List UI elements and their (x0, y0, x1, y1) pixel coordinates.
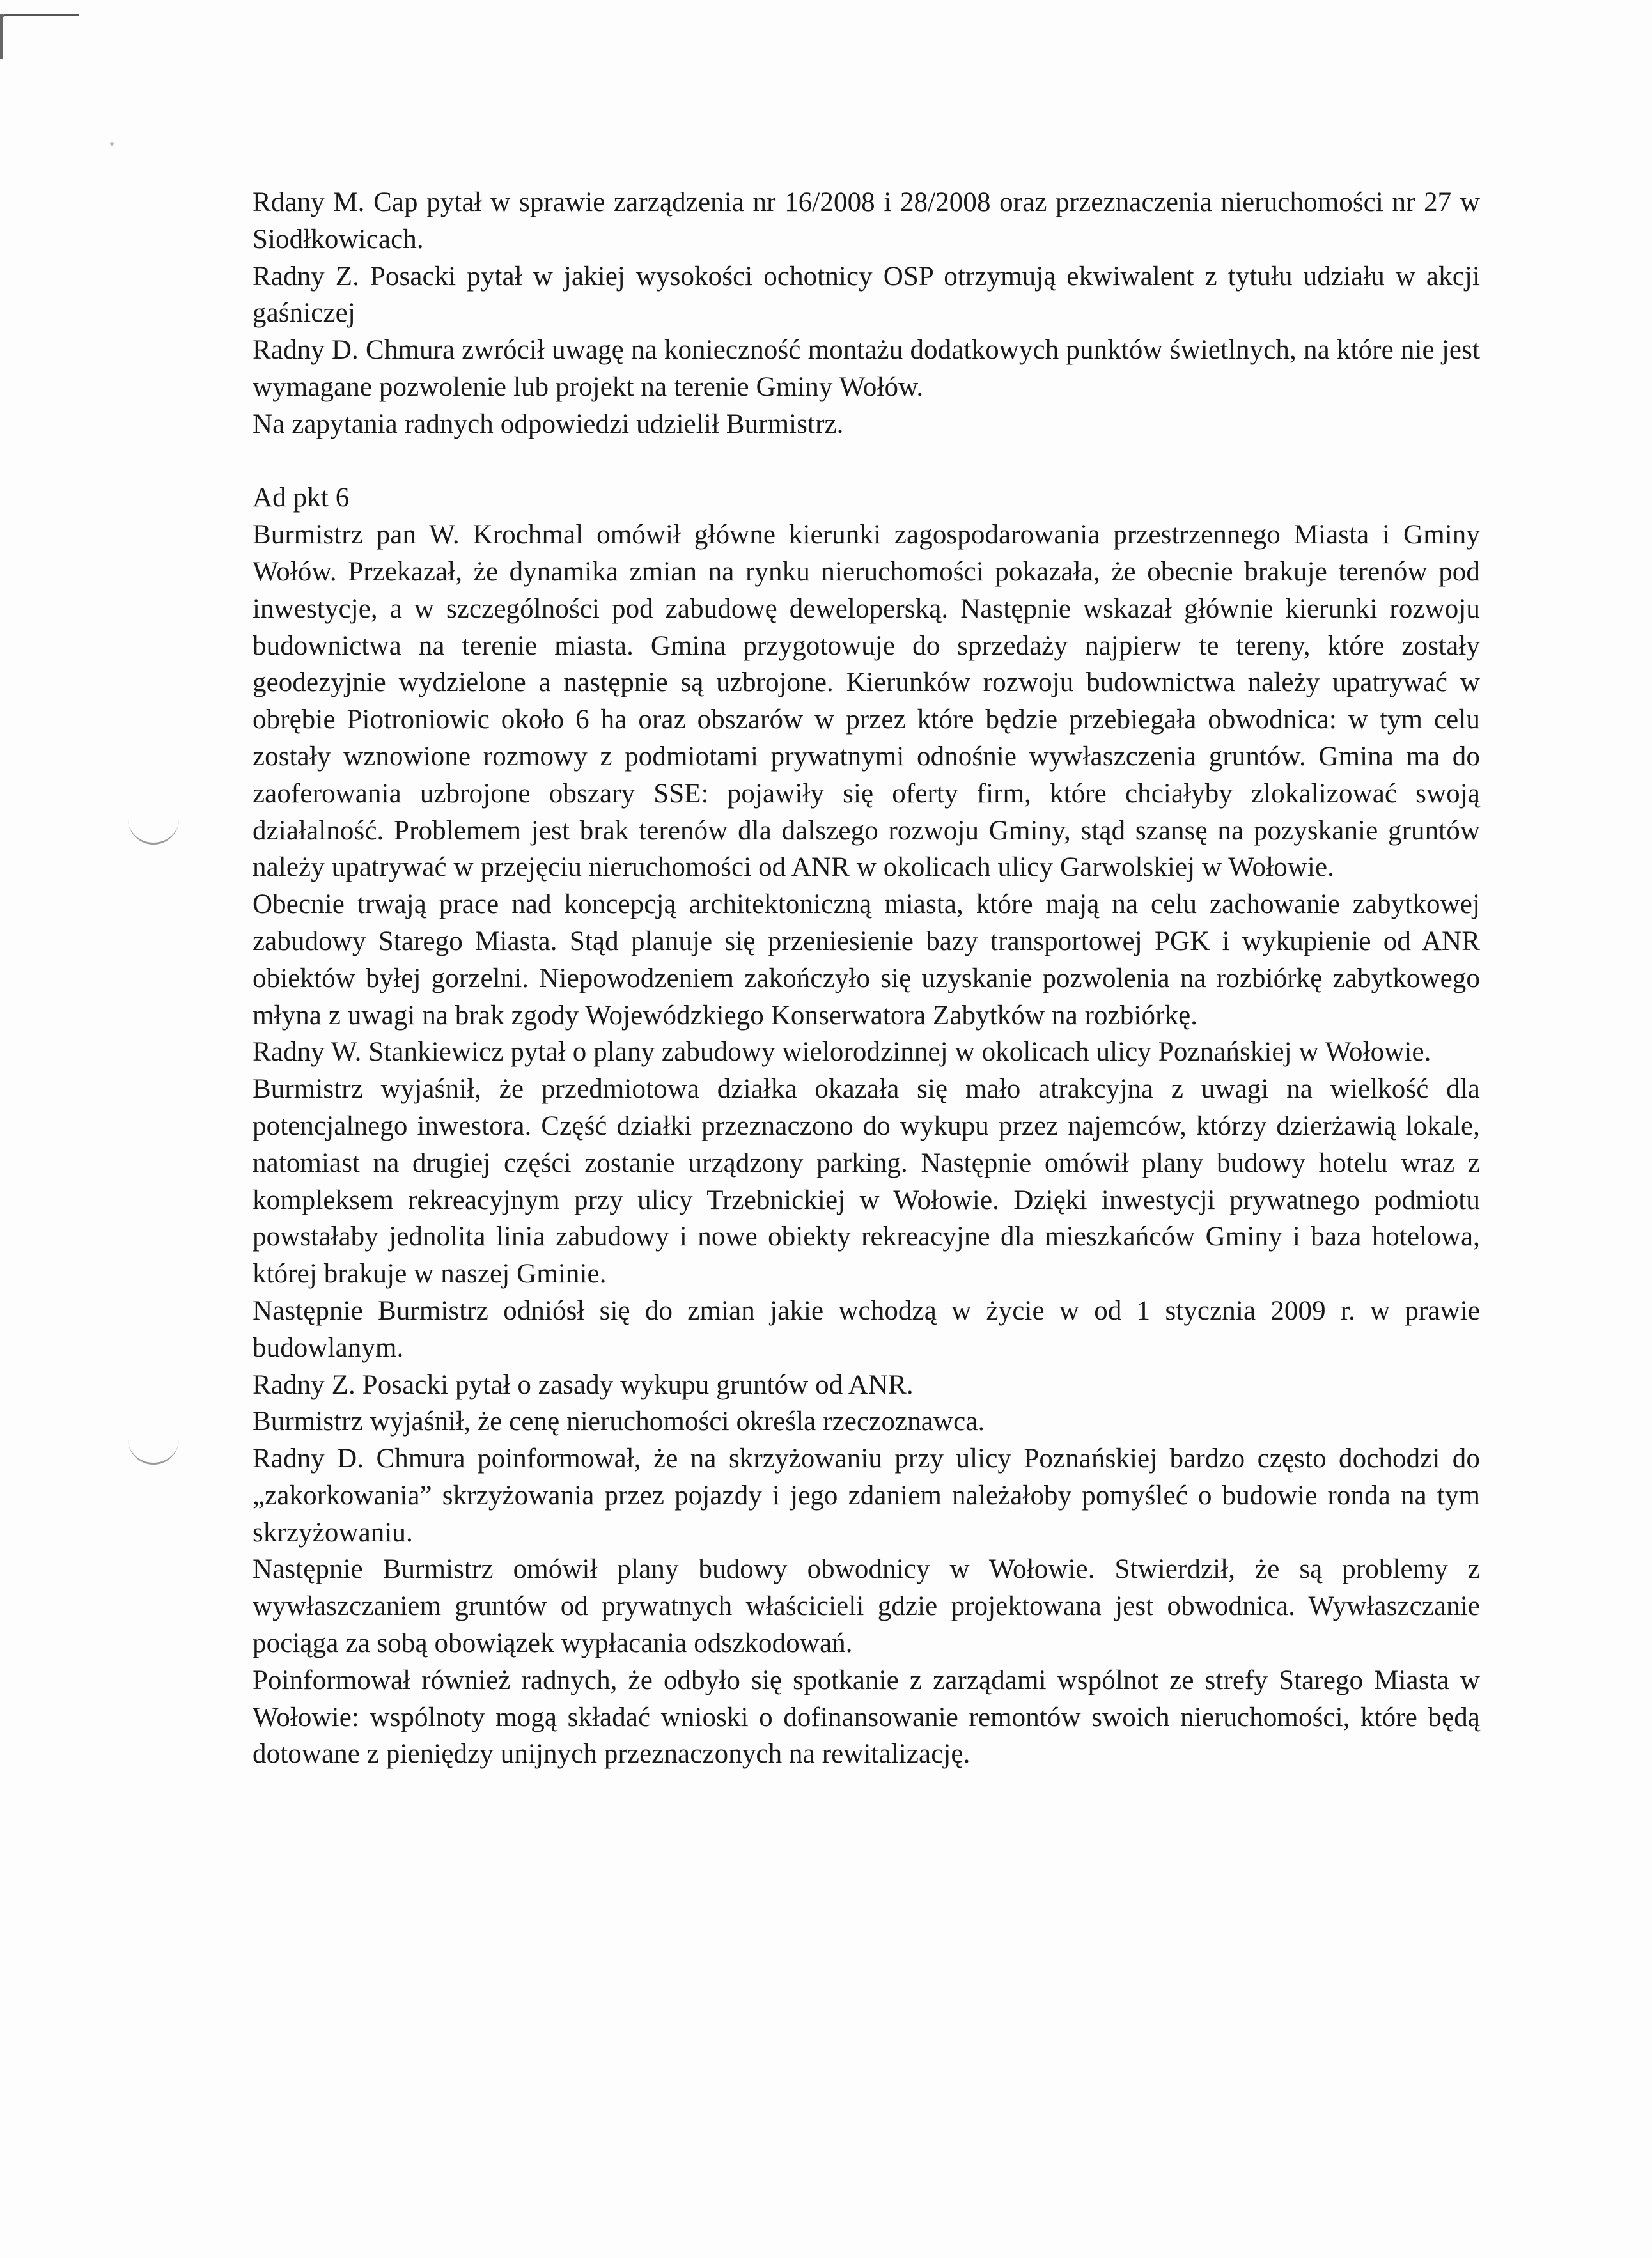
punch-hole-mark (128, 1431, 179, 1465)
document-body (253, 184, 1480, 1773)
scan-edge-mark-vertical (0, 14, 3, 59)
paragraph: Radny W. Stankiewicz pytał o plany zabudowy wielorodzinnej w okolicach ulicy Poznańskiej w Wołowie. (253, 1037, 1431, 1068)
paragraph: Rdany M. Cap pytał w sprawie zarządzenia nr 16/2008 i 28/2008 oraz przeznaczenia nieruchomości nr 27 w Siodłkowicach. (253, 187, 1480, 254)
section-heading: Ad pkt 6 (253, 483, 350, 513)
paragraph: Radny D. Chmura poinformował, że na skrzyżowaniu przy ulicy Poznańskiej bardzo często dochodzi do „zakorkowania” skrzyżowania przez pojazdy i jego zdaniem należałoby pomyśleć o budowie ronda na tym skrzyżowaniu. (253, 1444, 1480, 1548)
paragraph: Następnie Burmistrz omówił plany budowy obwodnicy w Wołowie. Stwierdził, że są problemy z wywłaszczaniem gruntów od prywatnych właścicieli gdzie projektowana jest obwodnica. Wywłaszczanie pociąga za sobą obowiązek wypłacania odszkodowań. (253, 1554, 1480, 1659)
scan-edge-mark (0, 14, 79, 20)
paragraph: Burmistrz pan W. Krochmal omówił główne kierunki zagospodarowania przestrzennego Miasta i Gminy Wołów. Przekazał, że dynamika zmian na rynku nieruchomości pokazała, że obecnie brakuje terenów pod inwestycje, a w szczególności pod zabudowę deweloperską. Następnie wskazał głównie kierunki rozwoju budownictwa na terenie miasta. Gmina przygotowuje do sprzedaży najpierw te tereny, które zostały geodezyjnie wydzielone a następnie są uzbrojone. Kierunków rozwoju budownictwa należy upatrywać w obrębie Piotroniowic około 6 ha oraz obszarów w przez które będzie przebiegała obwodnica: w tym celu zostały wznowione rozmowy z podmiotami prywatnymi odnośnie wywłaszczenia gruntów. Gmina ma do zaoferowania uzbrojone obszary SSE: pojawiły się oferty firm, które chciałyby zlokalizować swoją działalność. Problemem jest brak terenów dla dalszego rozwoju Gminy, stąd szansę na pozyskanie gruntów należy upatrywać w przejęciu nieruchomości od ANR w okolicach ulicy Garwolskiej w Wołowie. (253, 520, 1480, 883)
paragraph: Burmistrz wyjaśnił, że cenę nieruchomości określa rzeczoznawca. (253, 1406, 985, 1437)
paragraph: Radny Z. Posacki pytał w jakiej wysokości ochotnicy OSP otrzymują ekwiwalent z tytułu udziału w akcji gaśniczej (253, 261, 1480, 329)
paragraph: Radny Z. Posacki pytał o zasady wykupu gruntów od ANR. (253, 1369, 914, 1400)
scan-speck (110, 142, 114, 146)
punch-hole-mark (128, 811, 179, 845)
paragraph: Poinformował również radnych, że odbyło się spotkanie z zarządami wspólnot ze strefy Starego Miasta w Wołowie: wspólnoty mogą składać wnioski o dofinansowanie remontów swoich nieruchomości, które będą dotowane z pieniędzy unijnych przeznaczonych na rewitalizację. (253, 1665, 1480, 1770)
paragraph: Radny D. Chmura zwrócił uwagę na konieczność montażu dodatkowych punktów świetlnych, na które nie jest wymagane pozwolenie lub projekt na terenie Gminy Wołów. (253, 335, 1480, 402)
paragraph: Obecnie trwają prace nad koncepcją architektoniczną miasta, które mają na celu zachowanie zabytkowej zabudowy Starego Miasta. Stąd planuje się przeniesienie bazy transportowej PGK i wykupienie od ANR obiektów byłej gorzelni. Niepowodzeniem zakończyło się uzyskanie pozwolenia na rozbiórkę zabytkowego młyna z uwagi na brak zgody Wojewódzkiego Konserwatora Zabytków na rozbiórkę. (253, 889, 1480, 1031)
paragraph: Na zapytania radnych odpowiedzi udzielił Burmistrz. (253, 409, 844, 439)
paragraph: Następnie Burmistrz odniósł się do zmian jakie wchodzą w życie w od 1 stycznia 2009 r. w prawie budowlanym. (253, 1295, 1480, 1363)
blank-line (253, 443, 1480, 480)
paragraph: Burmistrz wyjaśnił, że przedmiotowa działka okazała się mało atrakcyjna z uwagi na wielkość dla potencjalnego inwestora. Część działki przeznaczono do wykupu przez najemców, którzy dzierżawią lokale, natomiast na drugiej części zostanie urządzony parking. Następnie omówił plany budowy hotelu wraz z kompleksem rekreacyjnym przy ulicy Trzebnickiej w Wołowie. Dzięki inwestycji prywatnego podmiotu powstałaby jednolita linia zabudowy i nowe obiekty rekreacyjne dla mieszkańców Gminy i baza hotelowa, której brakuje w naszej Gminie. (253, 1074, 1480, 1289)
